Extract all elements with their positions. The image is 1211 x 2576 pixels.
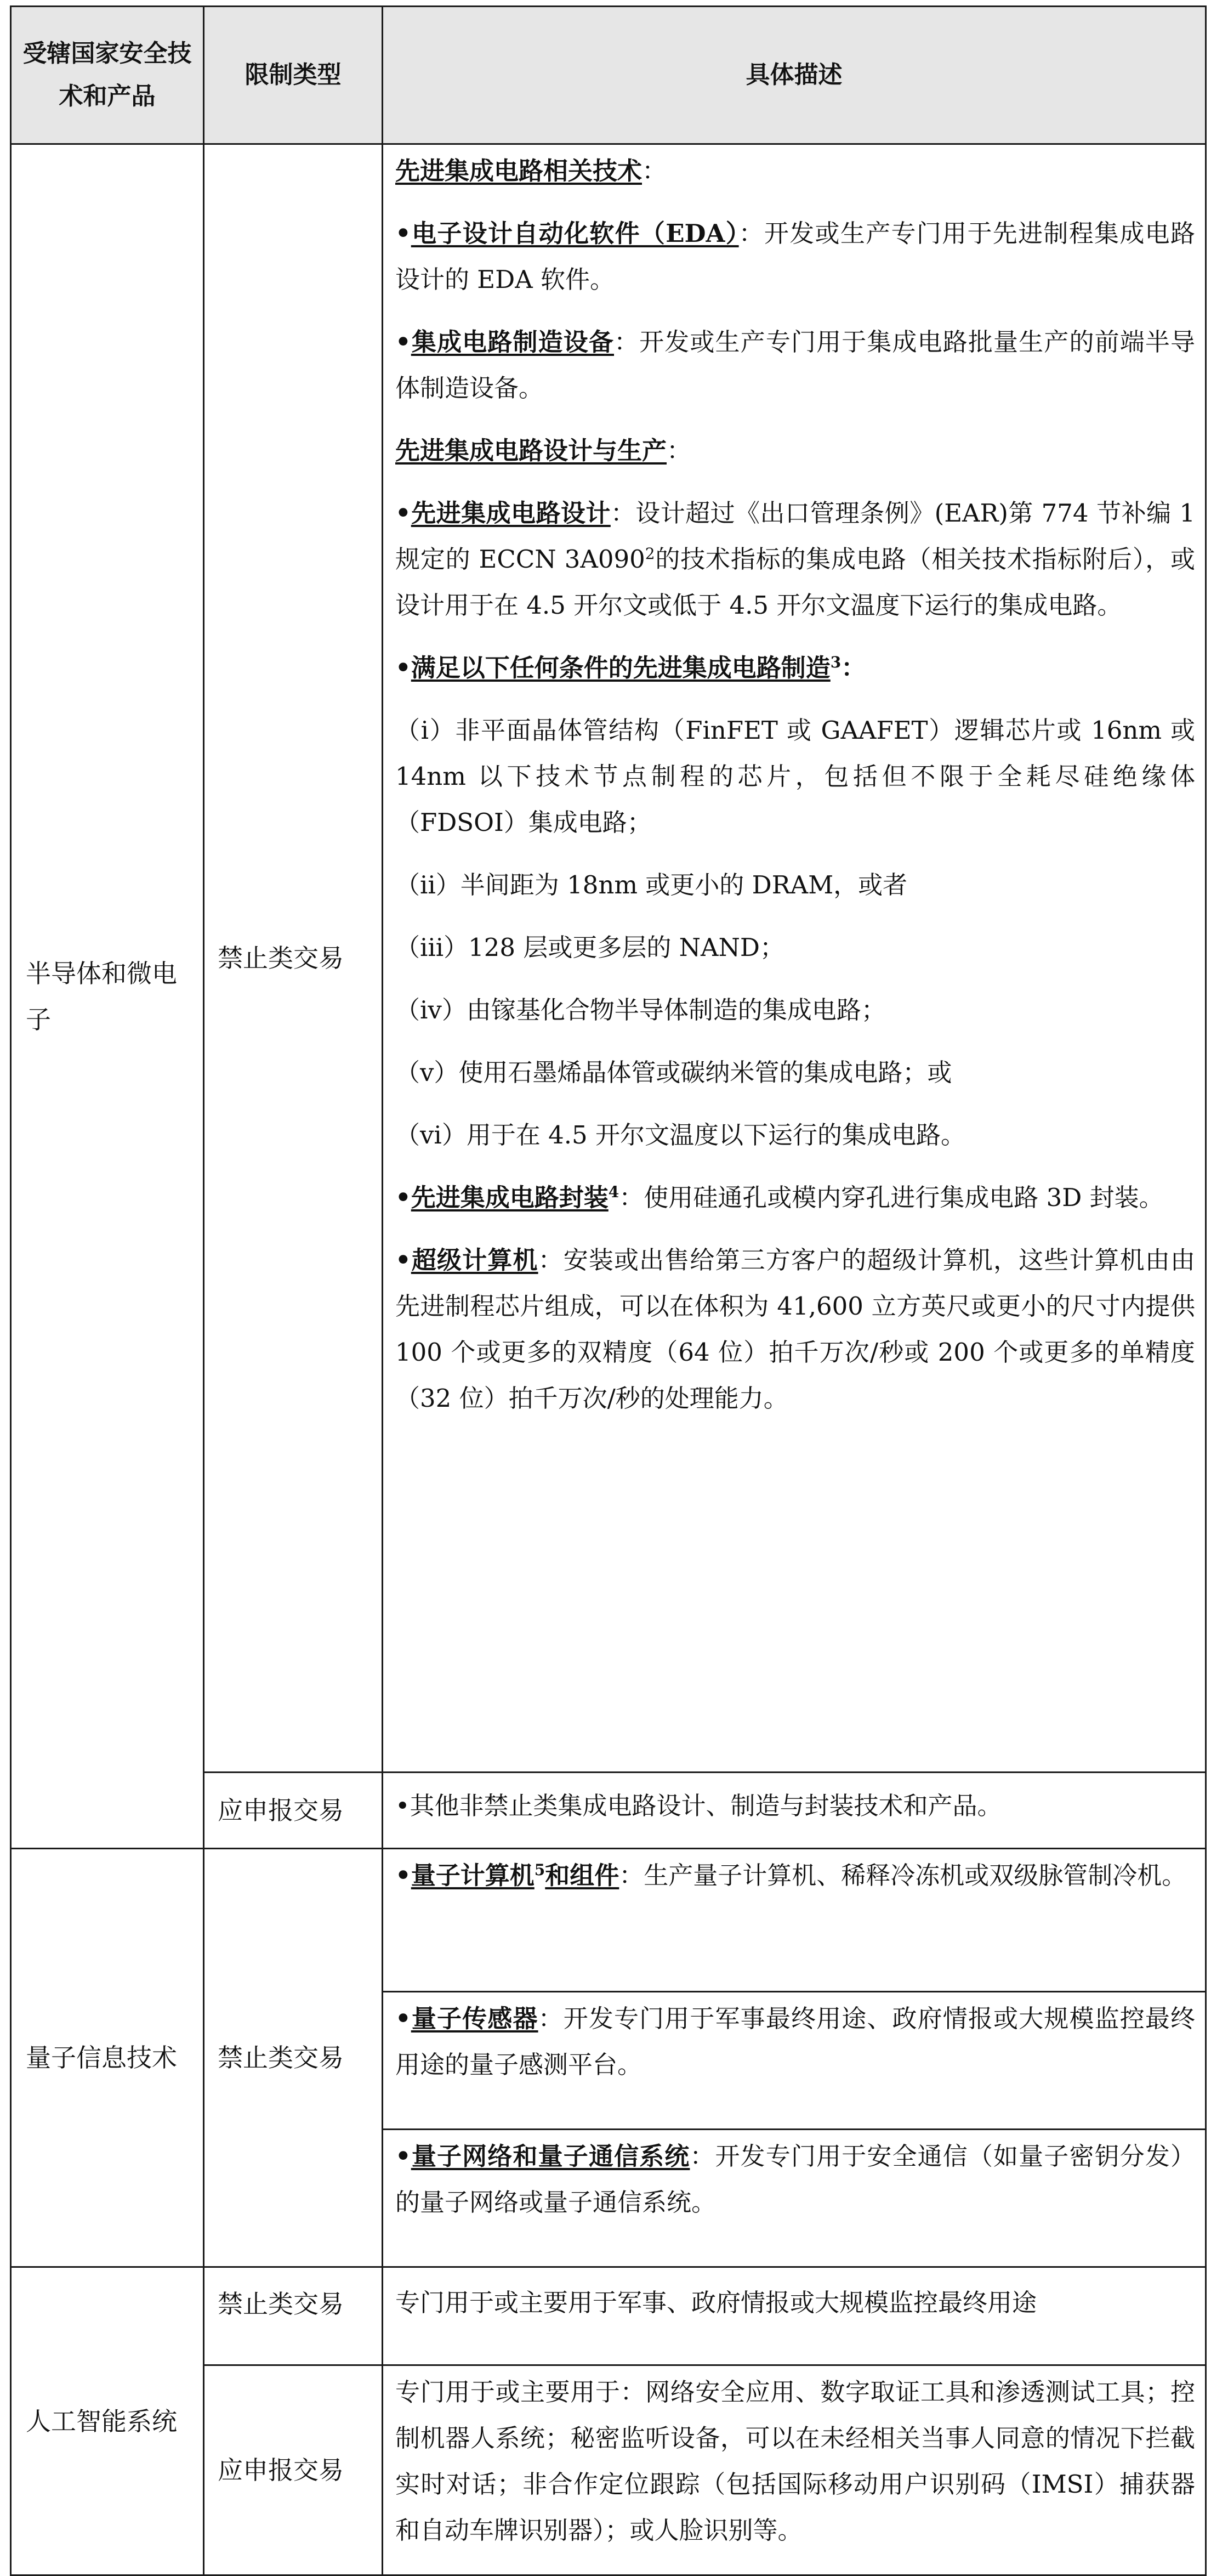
bullet: • [395,2004,411,2033]
restriction-type-prohibited: 禁止类交易 [204,144,383,1773]
footnote-marker: 5 [534,1861,545,1879]
item-text: ：安装或出售给第三方客户的超级计算机，这些计算机由由先进制程芯片组成，可以在体积为 41,600 立方英尺或更小的尺寸内提供 100 个或更多的双精度（64 位）拍千万次/秒或 200 个或更多的单精度（32 位）拍千万次/秒的处理能力。 [395,1245,1195,1413]
ai-prohibited-text: 专门用于或主要用于军事、政府情报或大规模监控最终用途 [395,2288,1037,2317]
item-text: ：设计超过《出口管理条例》(EAR)第 774 节补编 1 规定的 ECCN 3A090 [395,499,1195,574]
item-quantum-computer [395,1853,1195,1899]
category-quantum: 量子信息技术 [11,1849,204,2267]
item-text: ：使用硅通孔或模内穿孔进行集成电路 3D 封装。 [619,1183,1164,1212]
condition-ii: （ii）半间距为 18nm 或更小的 DRAM，或者 [395,870,908,899]
condition-iv: （iv）由镓基化合物半导体制造的集成电路； [395,995,886,1024]
bullet: • [395,499,411,528]
ai-notifiable-description [383,2365,1206,2575]
term-quantum-sensor: 量子传感器 [411,2004,538,2033]
item-text: ：开发或生产专门用于先进制程集成电路设计的 EDA 软件。 [395,219,1195,294]
item-manufacturing [395,645,1195,691]
item-design [395,490,1195,629]
ai-notify-text: 专门用于或主要用于：网络安全应用、数字取证工具和渗透测试工具；控制机器人系统；秘密监听设备，可以在未经相关当事人同意的情况下拦截实时对话；非合作定位跟踪（包括国际移动用户识别码（IMSI）捕获器和自动车牌识别器）；或人脸识别等。 [395,2377,1195,2545]
bullet: • [395,219,411,248]
term-manufacturing: 满足以下任何条件的先进集成电路制造 [411,653,831,682]
condition-iii: （iii）128 层或更多层的 NAND； [395,933,785,962]
quantum-item-network [383,2130,1206,2267]
condition-v: （v）使用石墨烯晶体管或碳纳米管的集成电路；或 [395,1058,952,1087]
semiconductor-prohibited-description [383,144,1206,1773]
semiconductor-notifiable-description [383,1773,1206,1849]
colon: ： [667,436,692,465]
item-supercomputer [395,1237,1195,1422]
colon: ： [642,156,667,185]
condition-i: （i）非平面晶体管结构（FinFET 或 GAAFET）逻辑芯片或 16nm 或 14nm 以下技术节点制程的芯片，包括但不限于全耗尽硅绝缘体（FDSOI）集成电路； [395,716,1195,837]
category-semiconductor: 半导体和微电子 [11,144,204,1849]
condition-vi: （vi）用于在 4.5 开尔文温度以下运行的集成电路。 [395,1120,965,1150]
restrictions-table [10,5,1207,2576]
term-components: 和组件 [545,1861,619,1890]
restriction-type-notifiable: 应申报交易 [204,1773,383,1849]
term-equipment: 集成电路制造设备 [411,327,614,356]
category-ai: 人工智能系统 [11,2267,204,2575]
table-row [11,144,1206,1773]
table-row [11,1849,1206,1992]
restriction-type-prohibited: 禁止类交易 [204,2267,383,2365]
ai-prohibited-description [383,2267,1206,2365]
colon: ： [841,653,866,682]
notify-text: •其他非禁止类集成电路设计、制造与封装技术和产品。 [395,1791,1002,1820]
quantum-item-computer [383,1849,1206,1992]
section-title-ic-design [395,428,1195,474]
bullet: • [395,653,411,682]
section-title-ic-tech [395,148,1195,194]
item-equipment [395,319,1195,411]
item-eda [395,211,1195,303]
term-eda: 电子设计自动化软件（EDA） [411,219,739,248]
header-restriction-type: 限制类型 [204,7,383,144]
quantum-item-sensor [383,1992,1206,2130]
bullet: • [395,1183,411,1212]
section-title-text: 先进集成电路相关技术 [395,156,643,185]
bullet: • [395,2142,411,2171]
footnote-marker: 4 [608,1183,619,1201]
term-quantum-computer: 量子计算机 [411,1861,535,1890]
header-description: 具体描述 [383,7,1206,144]
restriction-type-prohibited: 禁止类交易 [204,1849,383,2267]
term-quantum-network: 量子网络和量子通信系统 [411,2142,690,2171]
footnote-marker: 3 [830,653,842,671]
item-text: ：开发或生产专门用于集成电路批量生产的前端半导体制造设备。 [395,327,1195,403]
section-title-text: 先进集成电路设计与生产 [395,436,667,465]
item-text: 的技术指标的集成电路（相关技术指标附后），或设计用于在 4.5 开尔文或低于 4.5 开尔文温度下运行的集成电路。 [395,545,1195,620]
bullet: • [395,1245,411,1275]
item-quantum-network [395,2133,1195,2226]
restriction-type-notifiable: 应申报交易 [204,2365,383,2575]
item-packaging [395,1175,1195,1221]
item-text: ：开发专门用于军事最终用途、政府情报或大规模监控最终用途的量子感测平台。 [395,2004,1195,2079]
item-text: ：开发专门用于安全通信（如量子密钥分发）的量子网络或量子通信系统。 [395,2142,1195,2217]
item-quantum-sensor [395,1996,1195,2088]
term-design: 先进集成电路设计 [411,499,611,528]
bullet: • [395,327,411,356]
table-header-row [11,7,1206,144]
bullet: • [395,1861,411,1890]
term-supercomputer: 超级计算机 [411,1245,538,1275]
table-row [11,2267,1206,2365]
term-packaging: 先进集成电路封装 [411,1183,609,1212]
footnote-marker: 2 [645,545,655,563]
header-covered-tech: 受辖国家安全技术和产品 [11,7,204,144]
item-text: ：生产量子计算机、稀释冷冻机或双级脉管制冷机。 [619,1861,1187,1890]
